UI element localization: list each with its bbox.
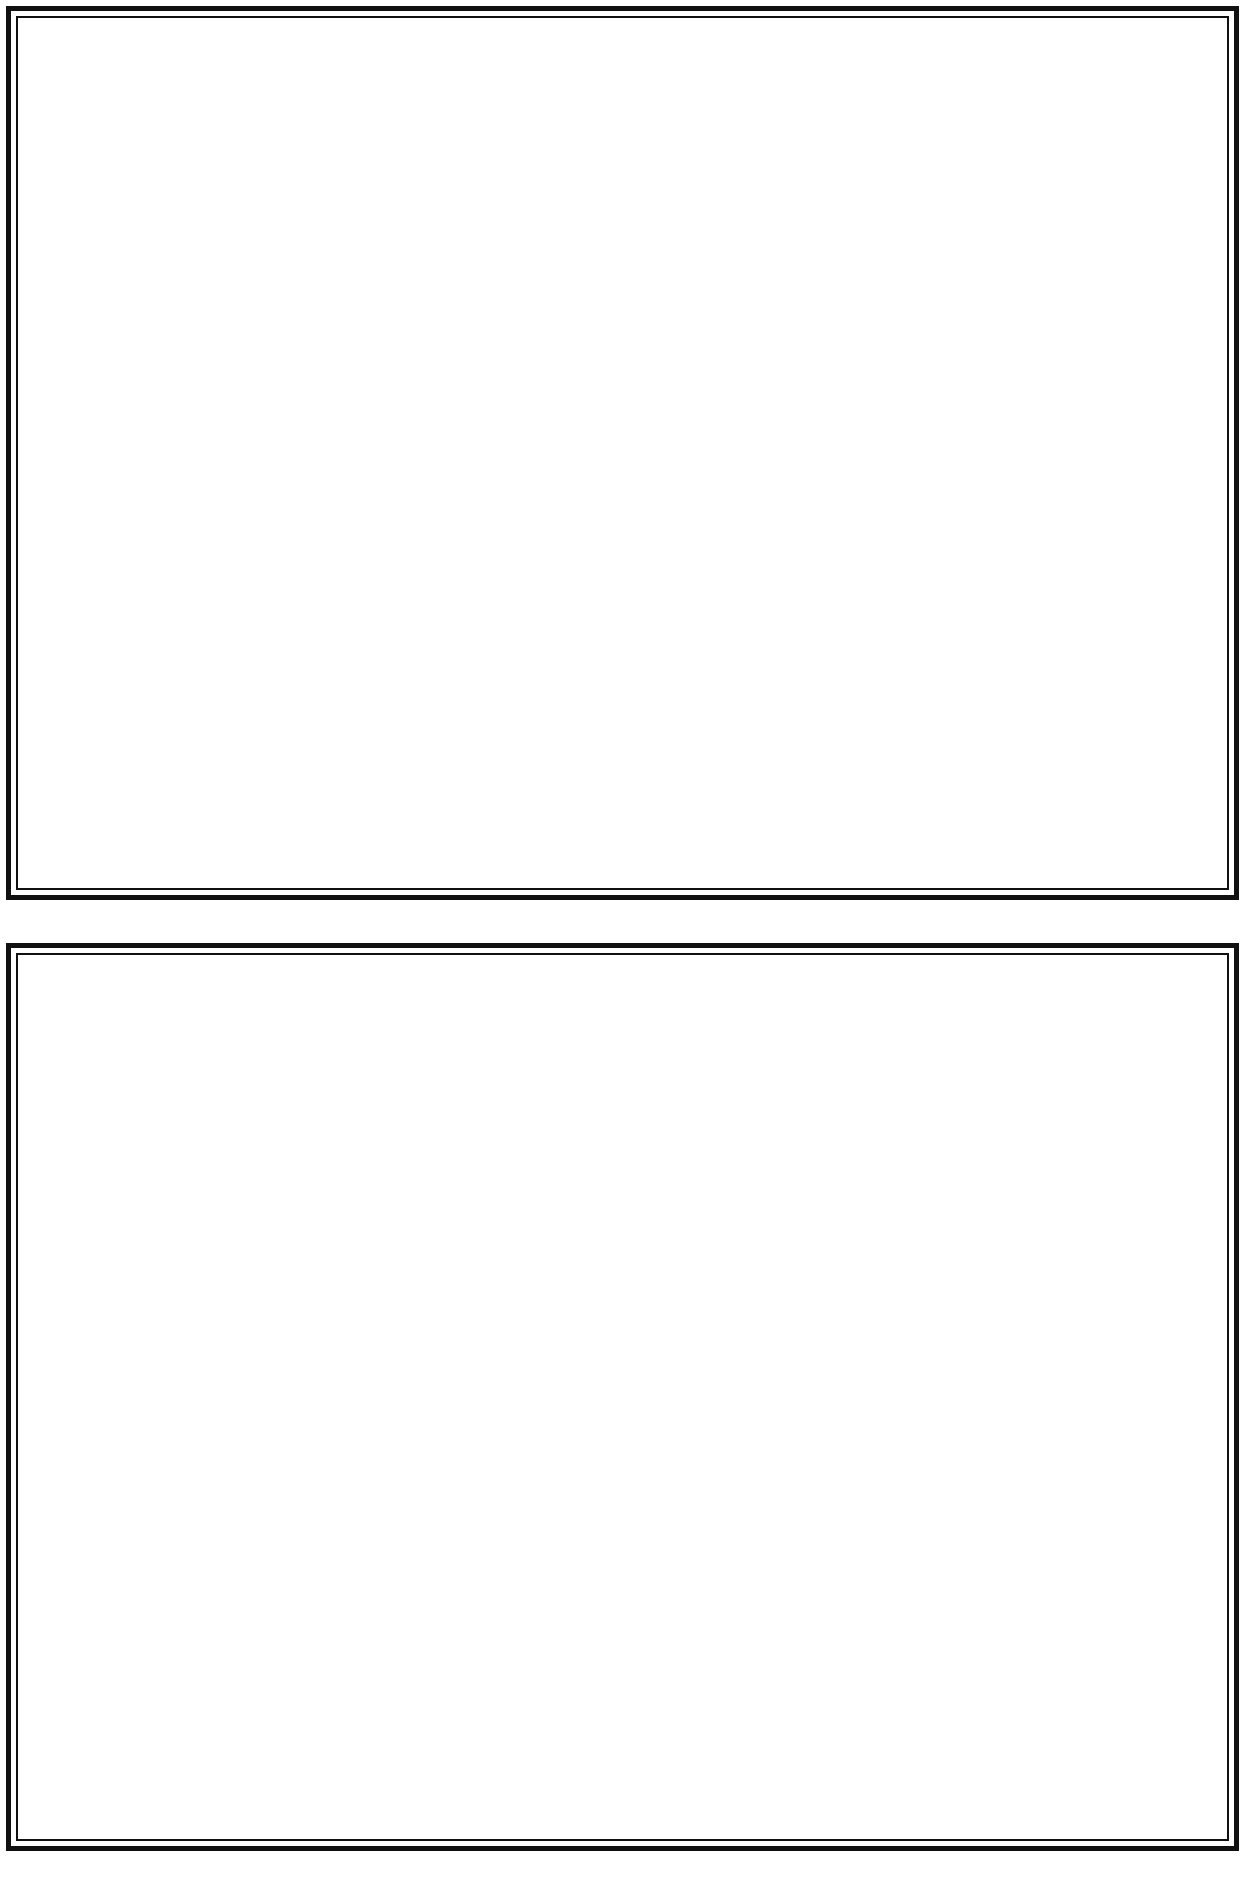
bottom-page-frame xyxy=(6,943,1239,1851)
top-page-frame xyxy=(6,6,1239,900)
top-page-inner-border xyxy=(16,16,1229,890)
bottom-page-inner-border xyxy=(16,953,1229,1841)
bottom-columns xyxy=(18,955,1227,1839)
top-columns xyxy=(18,18,1227,888)
